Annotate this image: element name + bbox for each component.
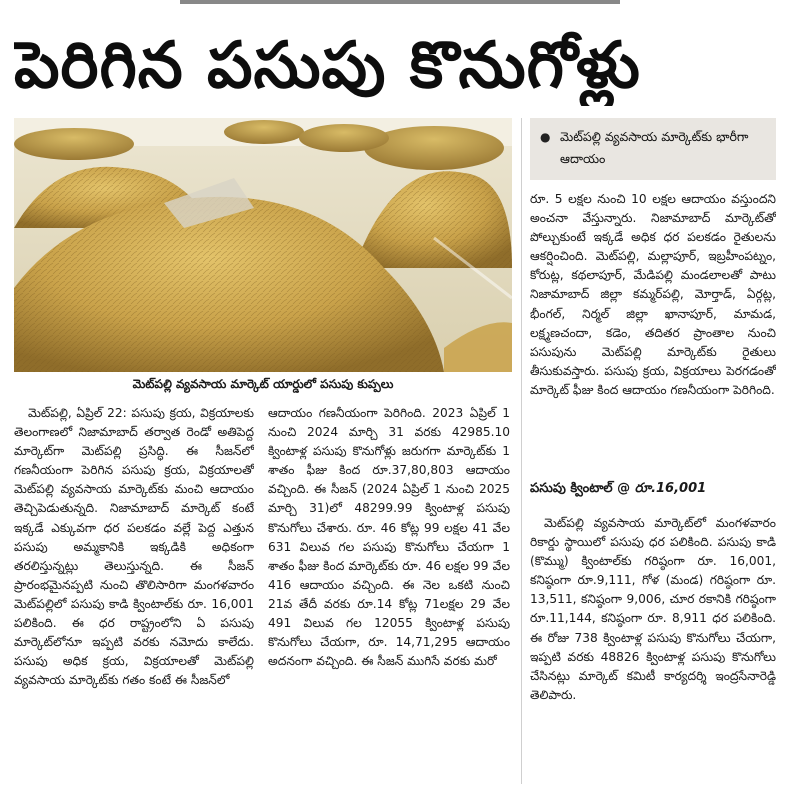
bullet-icon: ● — [540, 130, 551, 144]
subheading-value: రూ.16,001 — [634, 481, 707, 496]
column-divider — [521, 118, 522, 784]
article-column-4 — [530, 514, 776, 784]
turmeric-heaps-photo — [14, 118, 512, 372]
subheading-label: పసుపు క్వింటాల్ @ — [530, 481, 635, 496]
photo-caption: మెట్‌పల్లి వ్యవసాయ మార్కెట్ యార్డులో పసుపు కుప్పలు — [132, 377, 394, 391]
subheading — [530, 478, 776, 500]
top-rule — [0, 0, 800, 6]
highlight-text: మెట్‌పల్లి వ్యవసాయ మార్కెట్‌కు భారీగా ఆదాయం — [560, 129, 749, 166]
highlight-box — [530, 118, 776, 180]
article-column-2 — [268, 404, 510, 784]
paragraph: మెట్‌పల్లి, ఏప్రిల్ 22: పసుపు క్రయ, విక్రయాలకు తెలంగాణలో నిజామాబాద్ తర్వాత రెండో అతిపెద్ద మార్కెట్‌గా మెట్‌పల్లి ప్రసిద్ధి. ఈ సీజన్‌లో గణనీయంగా పెరిగిన పసుపు క్రయ, విక్రయాలతో మెట్‌పల్లి వ్యవసాయ మార్కెట్‌కు మంచి ఆదాయం తెచ్చిపెడుతున్నది. నిజామాబాద్ మార్కెట్ కంటే ఇక్కడే ఎక్కువగా ధర పలకడం వల్లే పెద్ద ఎత్తున పసుపు అమ్మకానికి ఇక్కడికి అధికంగా తరలిస్తున్నట్లు తెలుస్తున్నది. ఈ సీజన్ ప్రారంభమైనప్పటి నుంచి తొలిసారిగా మంగళవారం మెట్‌పల్లిలో పసుపు కాడి క్వింటాల్‌కు రూ. 16,001 పలికింది. ఈ ధర రాష్ట్రంలోని ఏ పసుపు మార్కెట్‌లోనూ ఇప్పటి వరకు నమోదు కాలేదు. పసుపు అధిక క్రయ, విక్రయాలతో మెట్‌పల్లి వ్యవసాయ మార్కెట్‌కు గతం కంటే ఈ సీజన్‌లో — [14, 406, 254, 688]
article-column-3 — [530, 190, 776, 450]
article-column-1 — [14, 404, 254, 784]
paragraph: రూ. 5 లక్షల నుంచి 10 లక్షల ఆదాయం వస్తుందని అంచనా వేస్తున్నారు. నిజామాబాద్ మార్కెట్‌తో పోల్చుకుంటే ఇక్కడే అధిక ధర పలకడం రైతులను ఆకర్షించింది. మెట్‌పల్లి, మల్లాపూర్, ఇబ్రహీంపట్నం, కోరుట్ల, కథలాపూర్, మేడిపల్లి మండలాలతో పాటు నిజామాబాద్ జిల్లా కమ్మర్‌పల్లి, మోర్తాడ్, ఏర్గట్ల, భీంగల్, నిర్మల్ జిల్లా ఖానాపూర్, మామడ, లక్ష్మణచందా, కడెం, తదితర ప్రాంతాల నుంచి పసుపును మెట్‌పల్లి మార్కెట్‌కు రైతులు తీసుకువస్తారు. పసుపు క్రయ, విక్రయాలు పెరగడంతో మార్కెట్ ఫీజు కింద ఆదాయం గణనీయంగా పెరిగింది. — [530, 192, 776, 397]
headline: పెరిగిన పసుపు కొనుగోళ్లు — [14, 29, 641, 103]
paragraph: ఆదాయం గణనీయంగా పెరిగింది. 2023 ఏప్రిల్ 1 నుంచి 2024 మార్చి 31 వరకు 42985.10 క్వింటాళ్ల పసుపు కొనుగోళ్లు జరుగగా మార్కెట్‌కు 1 శాతం ఫీజు కింద రూ.37,80,803 ఆదాయం వచ్చింది. ఈ సీజన్ (2024 ఏప్రిల్ 1 నుంచి 2025 మార్చి 31)లో 48299.99 క్వింటాళ్ల పసుపు కొనుగోలు చేశారు. రూ. 46 కోట్ల 99 లక్షల 41 వేల 631 విలువ గల పసుపు కొనుగోలు చేయగా 1 శాతం ఫీజు కింద మార్కెట్‌కు రూ. 46 లక్షల 99 వేల 416 ఆదాయం వచ్చింది. ఈ నెల ఒకటి నుంచి 21వ తేదీ వరకు రూ.14 కోట్ల 71లక్షల 29 వేల 491 విలువ గల 12055 క్వింటాళ్ల పసుపు కొనుగోలు చేయగా, రూ. 14,71,295 ఆదాయం అదనంగా వచ్చింది. ఈ సీజన్ ముగిసే వరకు మరో — [268, 406, 510, 669]
paragraph: మెట్‌పల్లి వ్యవసాయ మార్కెట్‌లో మంగళవారం రికార్డు స్థాయిలో పసుపు ధర పలికింది. పసుపు కాడి (కొమ్ము) క్వింటాల్‌కు గరిష్ఠంగా రూ. 16,001, కనిష్ఠంగా రూ.9,111, గోళ (మండ) గరిష్ఠంగా రూ. 13,511, కనిష్ఠంగా 9,006, చూర రకానికి గరిష్ఠంగా రూ.11,144, కనిష్ఠంగా రూ. 8,911 ధర పలికింది. ఈ రోజు 738 క్వింటాళ్ల పసుపు కొనుగోలు చేయగా, ఇప్పటి వరకు 48826 క్వింటాళ్ల పసుపు కొనుగోలు చేసినట్లు మార్కెట్ కమిటీ కార్యదర్శి ఇంద్రసేనారెడ్డి తెలిపారు. — [530, 516, 776, 702]
